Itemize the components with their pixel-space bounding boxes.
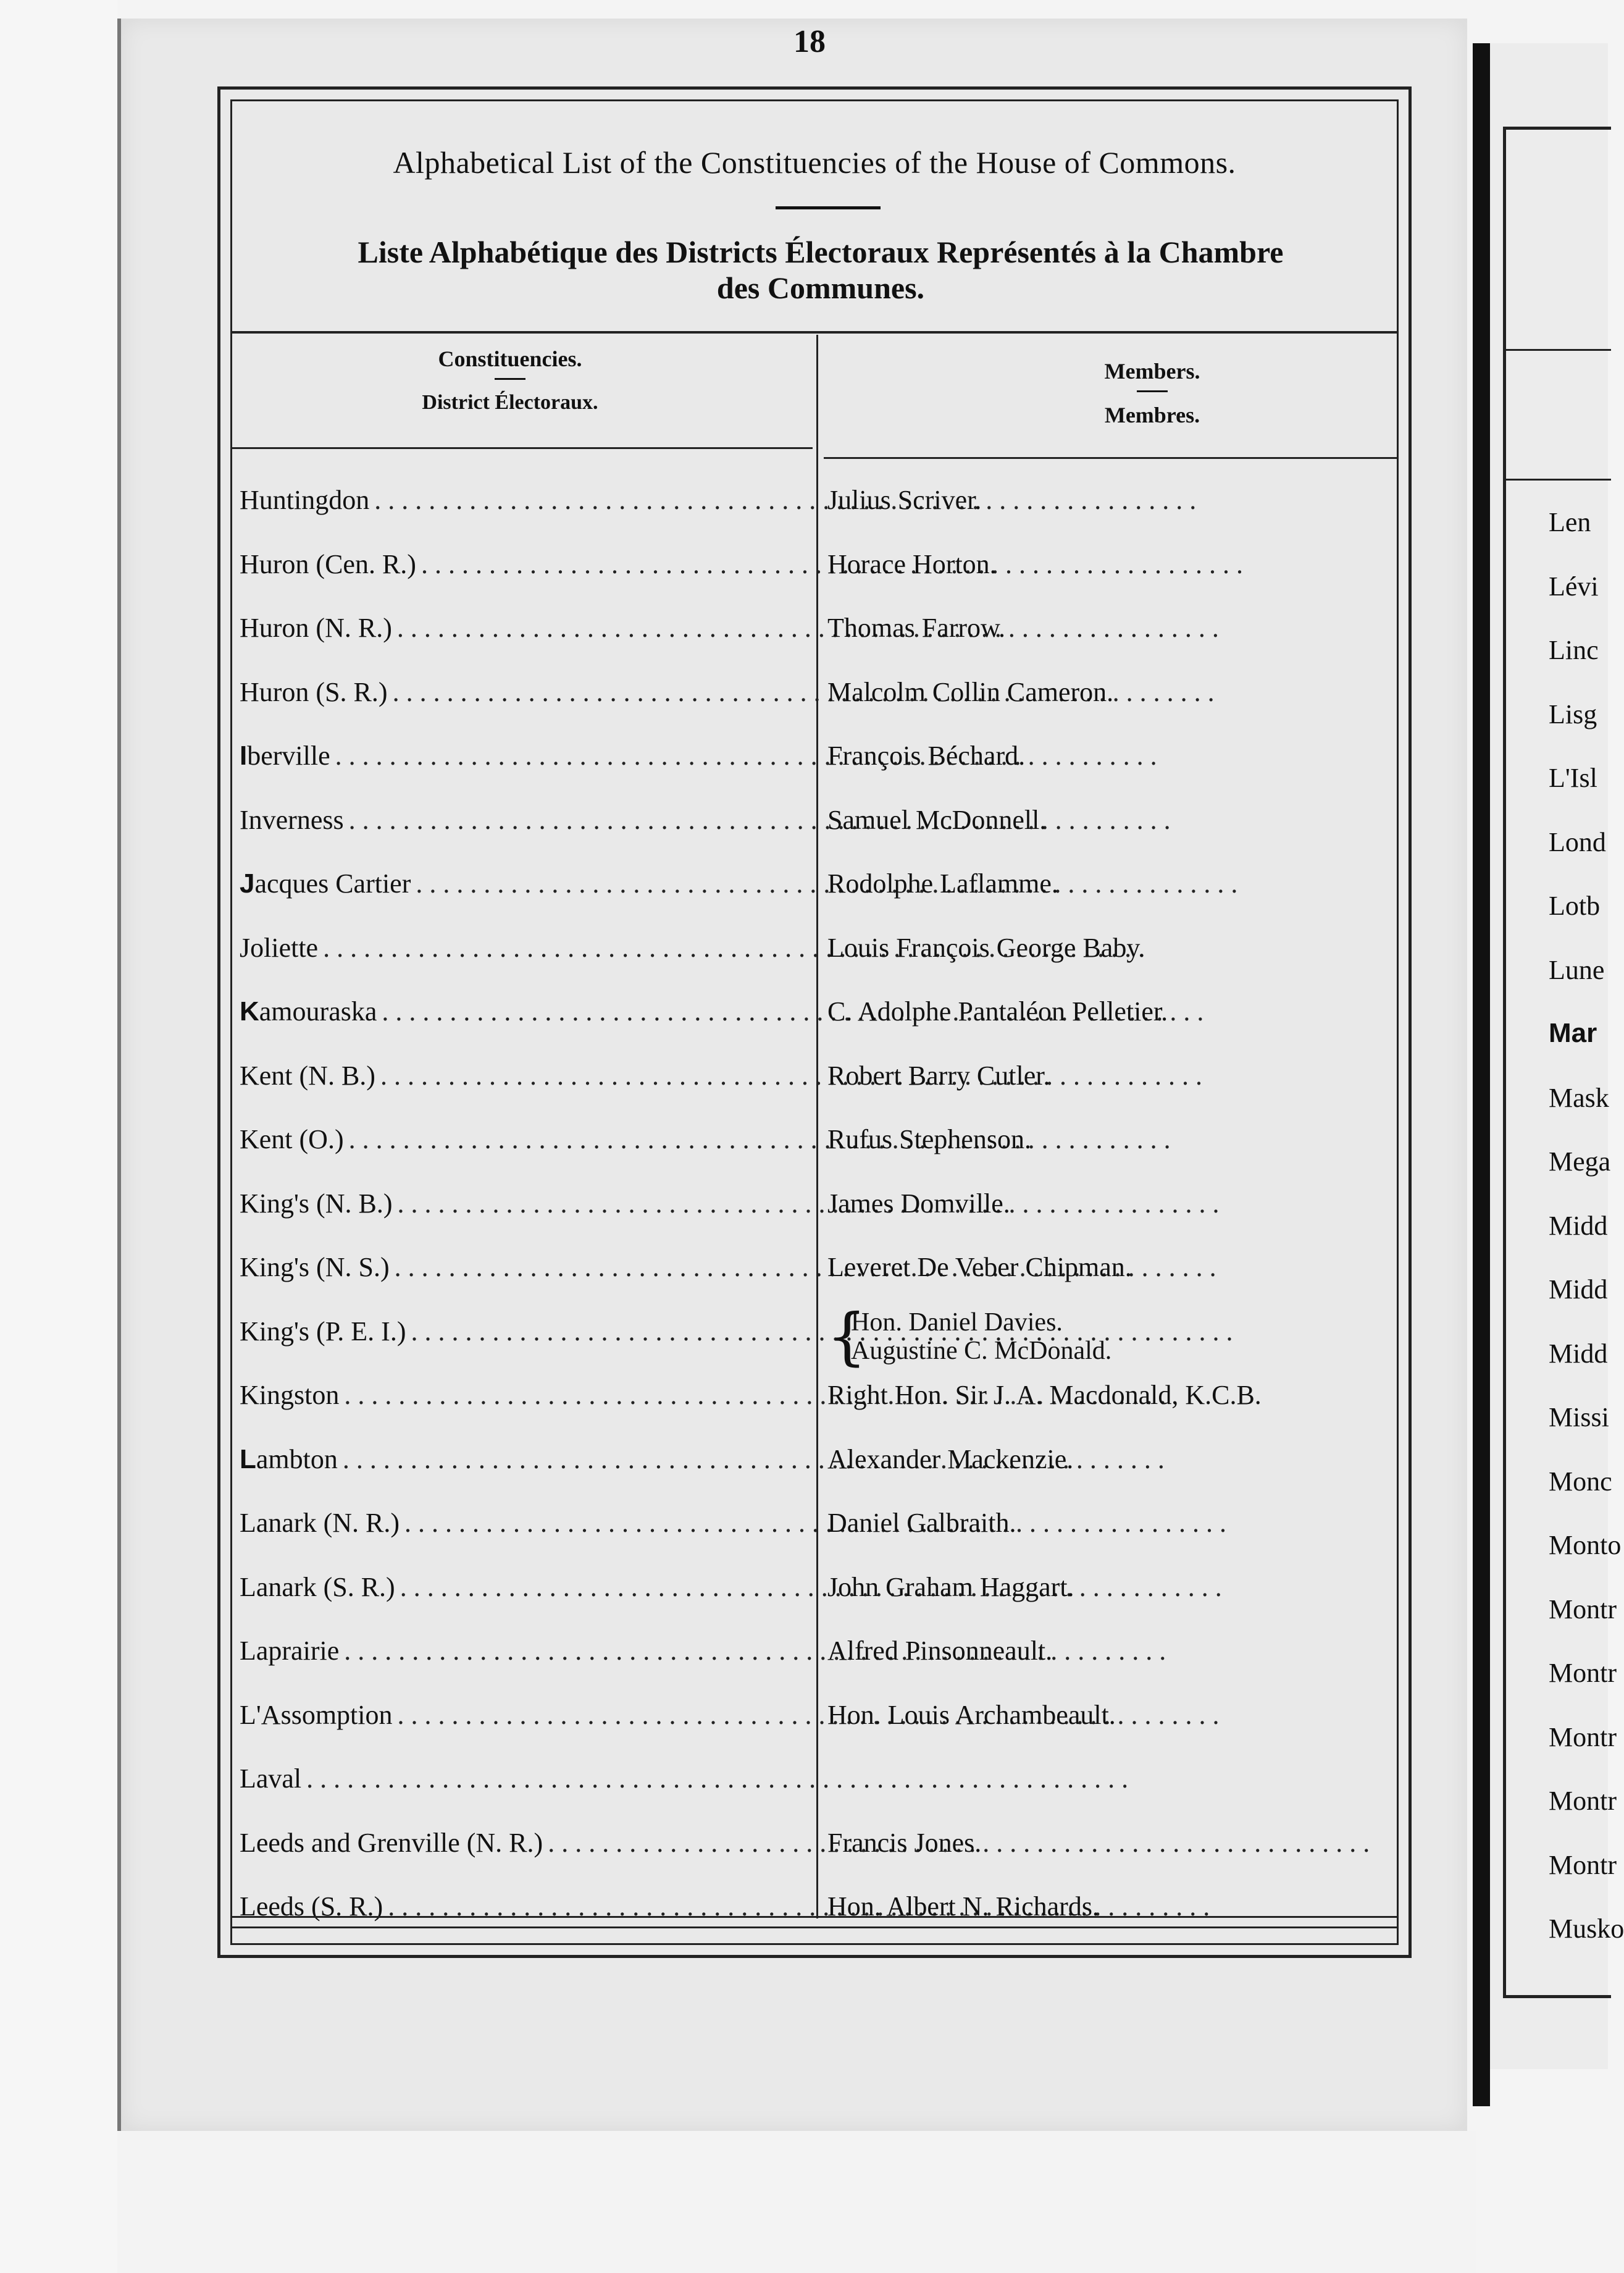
- constituency-cell: [232, 1379, 813, 1411]
- constituency-cell: [232, 804, 813, 836]
- member-cell: Francis Jones.: [827, 1827, 982, 1858]
- facing-page-item: Montr: [1549, 1786, 1617, 1816]
- header-rule: [232, 331, 1397, 334]
- facing-page-item: Midd: [1549, 1210, 1608, 1241]
- constituency-name-rest: berville: [247, 741, 330, 771]
- table-row: [232, 530, 1397, 594]
- member-cell: James Domville.: [827, 1188, 1010, 1219]
- member-cell: Alfred Pinsonneault.: [827, 1636, 1053, 1666]
- facing-page-item: Lisg: [1549, 699, 1597, 729]
- table-row: [232, 466, 1397, 530]
- constituency-cell: [232, 740, 813, 771]
- facing-page-item: Mask: [1549, 1082, 1609, 1113]
- constituency-name: [232, 740, 330, 771]
- member-cell: Rufus Stephenson.: [827, 1124, 1031, 1154]
- facing-page-item: Len: [1549, 507, 1591, 537]
- constituency-name: Kent (O.): [240, 1124, 344, 1154]
- table-row: [232, 1041, 1397, 1106]
- subheader-rule-left: [232, 447, 813, 449]
- column-header-constituencies: [325, 336, 695, 426]
- book-gutter: [1473, 43, 1490, 2106]
- constituency-list: [232, 466, 1397, 1936]
- member-cell: Robert Barry Cutler.: [827, 1060, 1050, 1091]
- facing-page-item: Montr: [1549, 1594, 1617, 1624]
- facing-page-item: Musko: [1549, 1914, 1624, 1944]
- constituency-cell: [232, 932, 813, 964]
- column-header-constituencies-fr: District Électoraux.: [422, 391, 598, 414]
- facing-page-item: Midd: [1549, 1274, 1608, 1305]
- facing-page-item: Montr: [1549, 1849, 1617, 1880]
- facing-page-item: Monc: [1549, 1466, 1612, 1497]
- table-row: [232, 1169, 1397, 1233]
- constituency-name: Laprairie: [240, 1636, 340, 1666]
- table-row: [232, 849, 1397, 914]
- constituency-cell: [232, 1251, 813, 1283]
- facing-page-item: Monto: [1549, 1530, 1622, 1560]
- constituency-cell: [232, 1060, 813, 1091]
- table-row: [232, 1616, 1397, 1681]
- member-cell: Julius Scriver.: [827, 485, 982, 515]
- facing-page-item: Lune: [1549, 954, 1605, 985]
- member-line: Hon. Daniel Davies.: [851, 1308, 1063, 1337]
- member-cell: Malcolm Collin Cameron.: [827, 676, 1114, 707]
- member-line: Augustine C. McDonald.: [851, 1336, 1112, 1365]
- facing-page-list: [1549, 506, 1624, 1977]
- section-initial: I: [240, 741, 248, 771]
- member-cell: Hon. Louis Archambeault.: [827, 1699, 1116, 1730]
- subheader-rule-right: [824, 457, 1397, 459]
- constituency-name-rest: acques Cartier: [254, 868, 411, 899]
- section-initial: L: [240, 1443, 256, 1474]
- table-row: [232, 1233, 1397, 1297]
- table-row: [232, 1105, 1397, 1169]
- constituency-name: Huron (N. R.): [240, 613, 392, 643]
- constituency-name: [232, 868, 411, 899]
- table-row: [232, 1297, 1397, 1372]
- constituency-name-rest: ambton: [256, 1443, 338, 1474]
- facing-page-item: Midd: [1549, 1338, 1608, 1369]
- constituency-name: Joliette: [240, 932, 319, 963]
- table-bottom-rule: [232, 1916, 1397, 1928]
- table-row: [232, 1553, 1397, 1617]
- table-row: [232, 786, 1397, 850]
- facing-page-item: Montr: [1549, 1658, 1617, 1688]
- section-initial: K: [240, 996, 259, 1027]
- table-row: [232, 721, 1397, 786]
- table-row: [232, 1681, 1397, 1745]
- constituency-cell: [232, 1188, 813, 1219]
- table-row: [232, 1489, 1397, 1553]
- constituency-name: Huron (Cen. R.): [240, 548, 416, 579]
- facing-page-item: Mega: [1549, 1146, 1611, 1177]
- facing-page-item: Missi: [1549, 1402, 1609, 1432]
- table-row: [232, 977, 1397, 1041]
- member-cell: Horace Horton.: [827, 548, 997, 579]
- title-french-line2: des Communes.: [716, 271, 925, 305]
- constituency-name: [232, 1443, 338, 1475]
- column-header-members: [1060, 348, 1245, 438]
- member-cell: Samuel McDonnell.: [827, 804, 1047, 835]
- table-row: [232, 1425, 1397, 1489]
- title-divider: [776, 206, 881, 209]
- member-cell: Leveret De Veber Chipman.: [827, 1252, 1132, 1282]
- constituency-cell: [232, 548, 813, 580]
- constituency-name: King's (P. E. I.): [240, 1316, 406, 1347]
- member-cell: Rodolphe Laflamme.: [827, 868, 1058, 899]
- constituency-cell: [232, 868, 813, 899]
- page-margin-left: [0, 0, 117, 2273]
- constituency-cell: [232, 1699, 813, 1731]
- title-french: [269, 234, 1372, 306]
- constituency-name: Inverness: [240, 804, 344, 835]
- title-french-line1: Liste Alphabétique des Districts Électoraux Représentés à la Chambre: [358, 235, 1284, 269]
- constituency-name: Huron (S. R.): [240, 676, 388, 707]
- table-row: [232, 594, 1397, 658]
- member-cell: Daniel Galbraith.: [827, 1508, 1016, 1538]
- table-row: [232, 1361, 1397, 1425]
- constituency-cell: [232, 1571, 813, 1603]
- table-frame: [217, 86, 1412, 1958]
- constituency-cell: [232, 1124, 813, 1155]
- column-header-members-en: Members.: [1104, 359, 1200, 384]
- constituency-cell: [232, 1763, 813, 1794]
- constituency-name: Lanark (N. R.): [240, 1508, 400, 1538]
- member-cell: Thomas Farrow.: [827, 613, 1005, 643]
- section-initial: J: [240, 868, 255, 899]
- leader-dots: [301, 1763, 1128, 1794]
- constituency-name: King's (N. B.): [240, 1188, 393, 1219]
- table-inner-frame: [230, 99, 1399, 1945]
- constituency-name: Leeds and Grenville (N. R.): [240, 1827, 543, 1858]
- member-cell: Hon. Albert N. Richards.: [827, 1891, 1099, 1922]
- member-cell: C. Adolphe Pantaléon Pelletier.: [827, 996, 1168, 1027]
- constituency-name: [232, 996, 377, 1027]
- member-cell: Alexander Mackenzie.: [827, 1443, 1074, 1474]
- constituency-cell: [232, 676, 813, 708]
- page-margin-bottom: [117, 2131, 1476, 2273]
- constituency-cell: [232, 1827, 813, 1859]
- member-cell: Louis François George Baby.: [827, 932, 1145, 963]
- constituency-name: L'Assomption: [240, 1699, 393, 1730]
- facing-page-item: L'Isl: [1549, 763, 1597, 793]
- constituency-cell: [232, 1316, 813, 1347]
- table-row: [232, 658, 1397, 722]
- constituency-cell: [232, 1635, 813, 1666]
- constituency-name: Kent (N. B.): [240, 1060, 375, 1091]
- table-row: [232, 1809, 1397, 1873]
- member-cell: John Graham Haggart.: [827, 1571, 1074, 1602]
- facing-page-item: Lotb: [1549, 891, 1601, 921]
- table-row: [232, 914, 1397, 978]
- facing-page-item: Lond: [1549, 826, 1606, 857]
- facing-page-item: Lévi: [1549, 571, 1599, 602]
- column-header-members-fr: Membres.: [1104, 403, 1200, 427]
- constituency-name-rest: amouraska: [259, 996, 377, 1027]
- constituency-name: Laval: [240, 1763, 302, 1794]
- facing-page-item: Montr: [1549, 1721, 1617, 1752]
- facing-page-rule: [1506, 479, 1611, 481]
- facing-page-item: Mar: [1549, 1018, 1597, 1048]
- constituency-cell: [232, 1443, 813, 1475]
- member-cell: Right Hon. Sir J. A. Macdonald, K.C.B.: [827, 1380, 1262, 1410]
- member-cell: François Béchard.: [827, 741, 1026, 771]
- constituency-name: Huntingdon: [240, 485, 370, 515]
- column-header-constituencies-en: Constituencies.: [438, 347, 582, 371]
- page-number: 18: [793, 24, 826, 59]
- constituency-cell: [232, 612, 813, 644]
- constituency-name: Lanark (S. R.): [240, 1571, 395, 1602]
- constituency-name: Leeds (S. R.): [240, 1891, 383, 1922]
- constituency-cell: [232, 484, 813, 516]
- constituency-name: Kingston: [240, 1380, 340, 1410]
- title-english: Alphabetical List of the Constituencies of the House of Commons.: [393, 145, 1236, 180]
- constituency-name: King's (N. S.): [240, 1252, 390, 1282]
- facing-page-rule: [1506, 349, 1611, 351]
- constituency-cell: [232, 996, 813, 1027]
- brace-glyph: {: [827, 1300, 867, 1372]
- constituency-cell: [232, 1507, 813, 1539]
- facing-page-item: Linc: [1549, 635, 1599, 665]
- member-cell: [827, 1308, 1384, 1365]
- table-row: [232, 1744, 1397, 1809]
